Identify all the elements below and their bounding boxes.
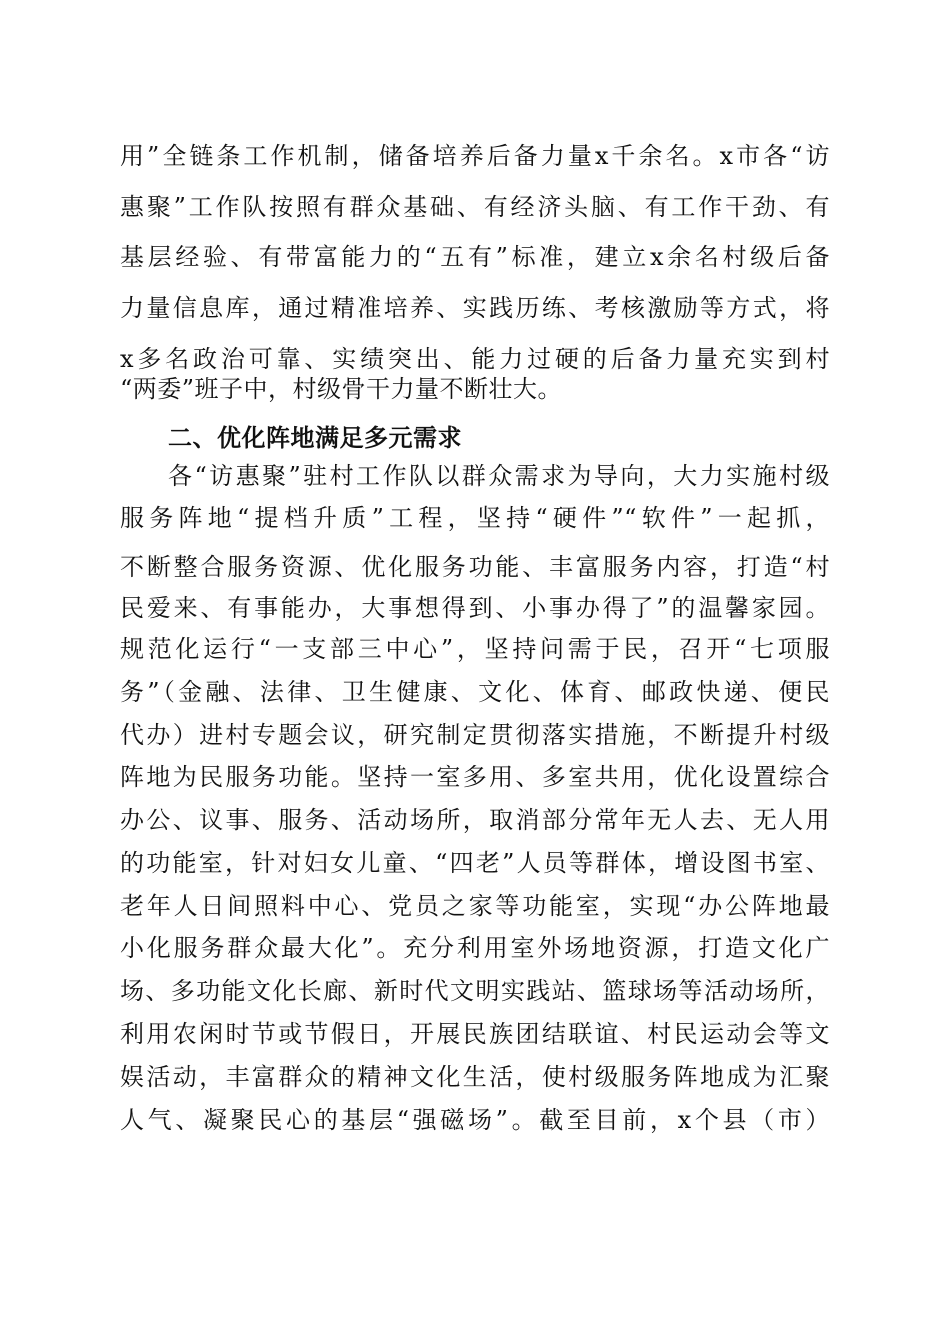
body-line-6: “两委”班子中，村级骨干力量不断壮大。 xyxy=(120,375,563,403)
body-line-19: 小化服务群众最大化”。充分利用室外场地资源，打造文化广 xyxy=(120,934,830,962)
body-line-22: 娱活动，丰富群众的精神文化生活，使村级服务阵地成为汇聚 xyxy=(120,1063,830,1091)
body-line-21: 利用农闲时节或节假日，开展民族团结联谊、村民运动会等文 xyxy=(120,1020,830,1048)
body-line-4: 力量信息库，通过精准培养、实践历练、考核激励等方式，将 xyxy=(120,294,830,322)
body-line-10: 不断整合服务资源、优化服务功能、丰富服务内容，打造“村 xyxy=(120,553,830,581)
body-line-20: 场、多功能文化长廊、新时代文明实践站、篮球场等活动场所， xyxy=(120,977,830,1005)
body-line-8: 各“访惠聚”驻村工作队以群众需求为导向，大力实施村级 xyxy=(168,462,830,490)
body-line-23: 人气、凝聚民心的基层“强磁场”。截至目前，x个县（市） xyxy=(120,1106,830,1134)
section-heading: 二、优化阵地满足多元需求 xyxy=(168,424,462,452)
body-line-16: 办公、议事、服务、活动场所，取消部分常年无人去、无人用 xyxy=(120,806,830,834)
body-line-17: 的功能室，针对妇女儿童、“四老”人员等群体，增设图书室、 xyxy=(120,849,830,877)
body-line-2: 惠聚”工作队按照有群众基础、有经济头脑、有工作干劲、有 xyxy=(120,193,830,221)
body-line-1: 用”全链条工作机制，储备培养后备力量x千余名。x市各“访 xyxy=(120,142,830,170)
body-line-13: 务”（金融、法律、卫生健康、文化、体育、邮政快递、便民 xyxy=(120,678,830,706)
body-line-3: 基层经验、有带富能力的“五有”标准，建立x余名村级后备 xyxy=(120,243,830,271)
body-line-9: 服务阵地“提档升质”工程，坚持“硬件”“软件”一起抓， xyxy=(120,504,830,532)
body-line-14: 代办）进村专题会议，研究制定贯彻落实措施，不断提升村级 xyxy=(120,721,830,749)
body-line-5: x多名政治可靠、实绩突出、能力过硬的后备力量充实到村 xyxy=(120,345,830,373)
body-line-12: 规范化运行“一支部三中心”，坚持问需于民，召开“七项服 xyxy=(120,635,830,663)
body-line-11: 民爱来、有事能办，大事想得到、小事办得了”的温馨家园。 xyxy=(120,594,830,622)
body-line-18: 老年人日间照料中心、党员之家等功能室，实现“办公阵地最 xyxy=(120,892,830,920)
body-line-15: 阵地为民服务功能。坚持一室多用、多室共用，优化设置综合 xyxy=(120,763,830,791)
